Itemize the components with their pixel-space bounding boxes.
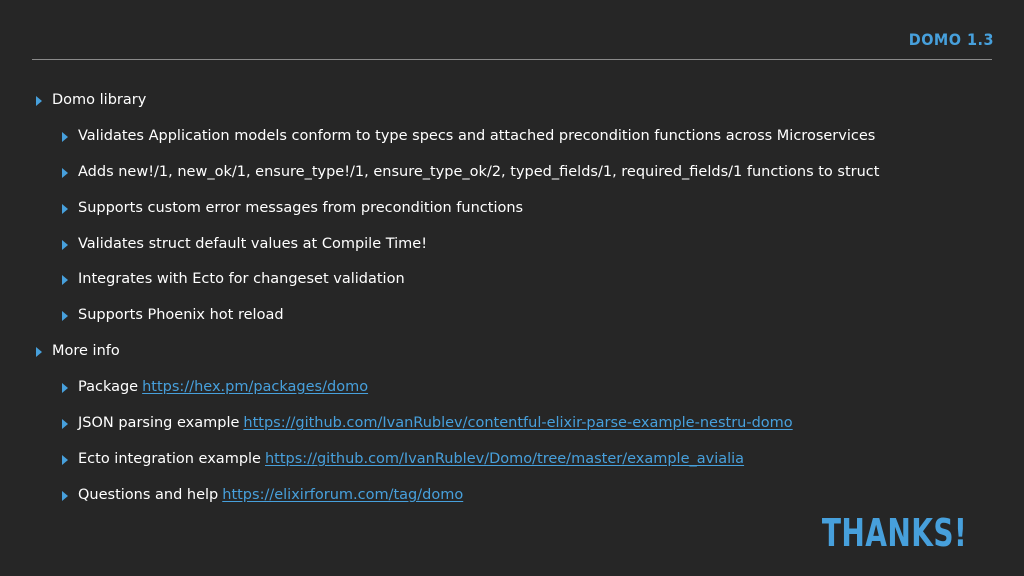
bullet-phoenix	[62, 303, 284, 327]
ecto-example-link[interactable]: https://github.com/IvanRublev/Domo/tree/master/example_avialia	[264, 451, 745, 467]
bullet-text: Supports Phoenix hot reload	[78, 307, 284, 323]
bullet-json-example	[62, 411, 793, 435]
bullet-text: Adds new!/1, new_ok/1, ensure_type!/1, ensure_type_ok/2, typed_fields/1, required_fields/1 functions to struct	[78, 164, 880, 180]
bullet-arrow-icon	[62, 419, 68, 429]
bullet-questions	[62, 483, 463, 507]
bullet-ecto	[62, 267, 405, 291]
bullet-arrow-icon	[62, 204, 68, 214]
bullet-domo-library	[36, 88, 146, 112]
slide-header	[0, 0, 1024, 60]
bullet-text: More info	[52, 343, 120, 359]
header-divider	[32, 59, 992, 60]
bullet-text: Package	[78, 379, 139, 395]
bullet-adds-functions	[62, 160, 879, 184]
package-link[interactable]: https://hex.pm/packages/domo	[142, 379, 369, 395]
bullet-arrow-icon	[36, 347, 42, 357]
bullet-ecto-example	[62, 447, 744, 471]
bullet-arrow-icon	[62, 455, 68, 465]
bullet-arrow-icon	[62, 168, 68, 178]
bullet-text: Integrates with Ecto for changeset validation	[78, 271, 405, 287]
bullet-arrow-icon	[62, 491, 68, 501]
bullet-custom-errors	[62, 196, 523, 220]
bullet-arrow-icon	[62, 383, 68, 393]
bullet-arrow-icon	[62, 132, 68, 142]
bullet-text: Validates struct default values at Compile Time!	[78, 236, 428, 252]
bullet-package	[62, 375, 368, 399]
bullet-arrow-icon	[62, 311, 68, 321]
bullet-arrow-icon	[36, 96, 42, 106]
slide-title: DOMO 1.3	[908, 30, 994, 49]
json-example-link[interactable]: https://github.com/IvanRublev/contentful-elixir-parse-example-nestru-domo	[243, 415, 793, 431]
questions-link[interactable]: https://elixirforum.com/tag/domo	[222, 487, 464, 503]
bullet-more-info	[36, 339, 120, 363]
bullet-text: Domo library	[52, 92, 147, 108]
bullet-text: Questions and help	[78, 487, 219, 503]
bullet-arrow-icon	[62, 275, 68, 285]
bullet-validates-models	[62, 124, 875, 148]
bullet-text: Ecto integration example	[78, 451, 261, 467]
bullet-arrow-icon	[62, 240, 68, 250]
bullet-text: Supports custom error messages from precondition functions	[78, 200, 524, 216]
bullet-text: JSON parsing example	[78, 415, 240, 431]
bullet-compile-time	[62, 232, 427, 256]
thanks-banner: THANKS!	[821, 511, 967, 555]
bullet-text: Validates Application models conform to type specs and attached precondition functions across Microservices	[78, 128, 876, 144]
